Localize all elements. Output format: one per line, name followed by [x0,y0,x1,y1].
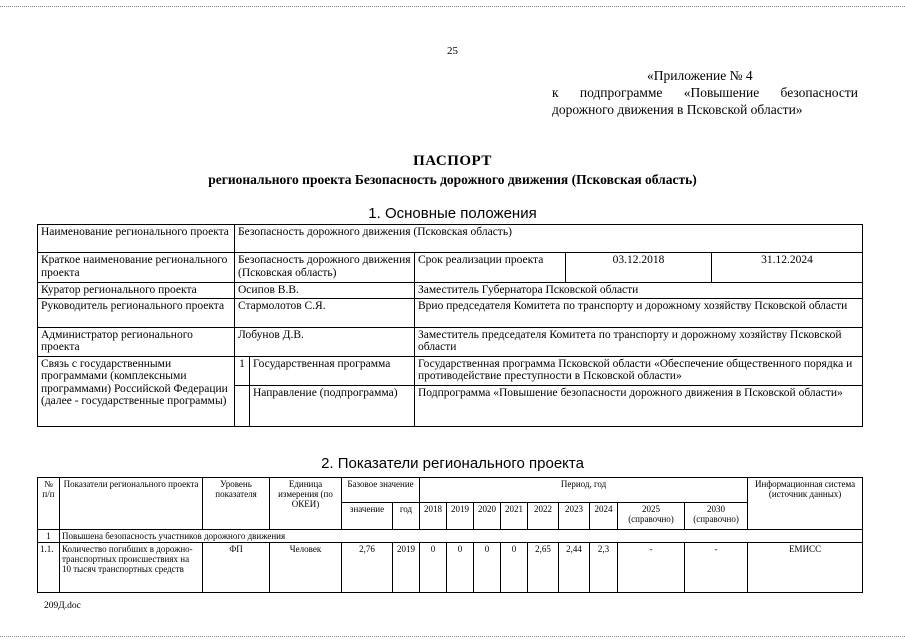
header-year-2018: 2018 [420,503,447,530]
admin-name: Лобунов Д.В. [235,327,415,356]
header-base-value: значение [342,503,393,530]
short-name-value: Безопасность дорожного движения (Псковская область) [235,253,415,283]
curator-name: Осипов В.В. [235,283,415,299]
header-level: Уровень показателя [203,478,270,530]
header-year-2030: 2030 (справочно) [685,503,748,530]
top-dotted-line [0,6,905,7]
term-end: 31.12.2024 [712,253,863,283]
appendix-line-2: к подпрограмме «Повышение безопасности [552,85,858,100]
header-year-2024: 2024 [590,503,618,530]
table-row [38,356,863,385]
row-num: 1.1. [38,543,60,593]
footer-filename: 209Д.doc [44,601,81,611]
row-value-2022: 2,65 [528,543,559,593]
table-row [38,543,863,593]
table-row [38,253,863,283]
header-row [38,478,863,503]
header-period: Период, год [420,478,748,503]
admin-position: Заместитель председателя Комитета по транспорту и дорожному хозяйству Псковской области [415,327,863,356]
direction-value: Подпрограмма «Повышение безопасности дорожного движения в Псковской области» [415,385,863,426]
row-base-year: 2019 [393,543,420,593]
name-label: Наименование регионального проекта [38,225,235,253]
term-label: Срок реализации проекта [415,253,566,283]
group-number: 1 [38,530,60,543]
row-value-2018: 0 [420,543,447,593]
row-value-2019: 0 [447,543,474,593]
group-title: Повышена безопасность участников дорожного движения [60,530,863,543]
gp-label: Государственная программа [250,356,415,385]
table-row [38,225,863,253]
appendix-line-1: «Приложение № 4 [647,68,753,83]
page-number: 25 [447,45,458,57]
header-year-2023: 2023 [559,503,590,530]
header-unit: Единица измерения (по ОКЕИ) [270,478,342,530]
row-level: ФП [203,543,270,593]
table-row [38,283,863,299]
group-row [38,530,863,543]
head-position: Врио председателя Комитета по транспорту и дорожному хозяйству Псковской области [415,298,863,327]
row-name: Количество погибших в дорожно-транспортных происшествиях на 10 тысяч транспортных средств [60,543,203,593]
table-row [38,298,863,327]
header-base: Базовое значение [342,478,420,503]
appendix-line-3: дорожного движения в Псковской области» [552,102,803,117]
curator-position: Заместитель Губернатора Псковской области [415,283,863,299]
row-value-2030: - [685,543,748,593]
header-year-2022: 2022 [528,503,559,530]
link-empty-cell [235,385,250,426]
header-year-2020: 2020 [474,503,501,530]
curator-label: Куратор регионального проекта [38,283,235,299]
section-2-title: 2. Показатели регионального проекта [321,455,584,472]
row-info-system: ЕМИСС [748,543,863,593]
header-num: № п/п [38,478,60,530]
appendix-note [552,67,858,118]
header-year-2025: 2025 (справочно) [618,503,685,530]
main-provisions-table [37,224,863,427]
link-label: Связь с государственными программами (комплексными программами) Российской Федерации (далее - государственные программы) [38,356,235,426]
gp-value: Государственная программа Псковской области «Обеспечение общественного порядка и противодействие преступности в Псковской области» [415,356,863,385]
row-value-2021: 0 [501,543,528,593]
bottom-dotted-line [0,636,905,637]
row-value-2020: 0 [474,543,501,593]
row-value-2024: 2,3 [590,543,618,593]
short-name-label: Краткое наименование регионального проекта [38,253,235,283]
row-unit: Человек [270,543,342,593]
link-number: 1 [235,356,250,385]
row-value-2025: - [618,543,685,593]
passport-title: ПАСПОРТ [413,153,492,169]
direction-label: Направление (подпрограмма) [250,385,415,426]
head-name: Стармолотов С.Я. [235,298,415,327]
term-start: 03.12.2018 [566,253,712,283]
section-1-title: 1. Основные положения [368,205,537,222]
header-year-2021: 2021 [501,503,528,530]
header-indicators: Показатели регионального проекта [60,478,203,530]
indicators-table [37,477,863,593]
header-year-2019: 2019 [447,503,474,530]
header-info-system: Информационная система (источник данных) [748,478,863,530]
table-row [38,327,863,356]
admin-label: Администратор регионального проекта [38,327,235,356]
header-base-year: год [393,503,420,530]
row-base-value: 2,76 [342,543,393,593]
passport-subtitle: регионального проекта Безопасность дорожного движения (Псковская область) [208,172,697,187]
head-label: Руководитель регионального проекта [38,298,235,327]
name-value: Безопасность дорожного движения (Псковская область) [235,225,863,253]
row-value-2023: 2,44 [559,543,590,593]
